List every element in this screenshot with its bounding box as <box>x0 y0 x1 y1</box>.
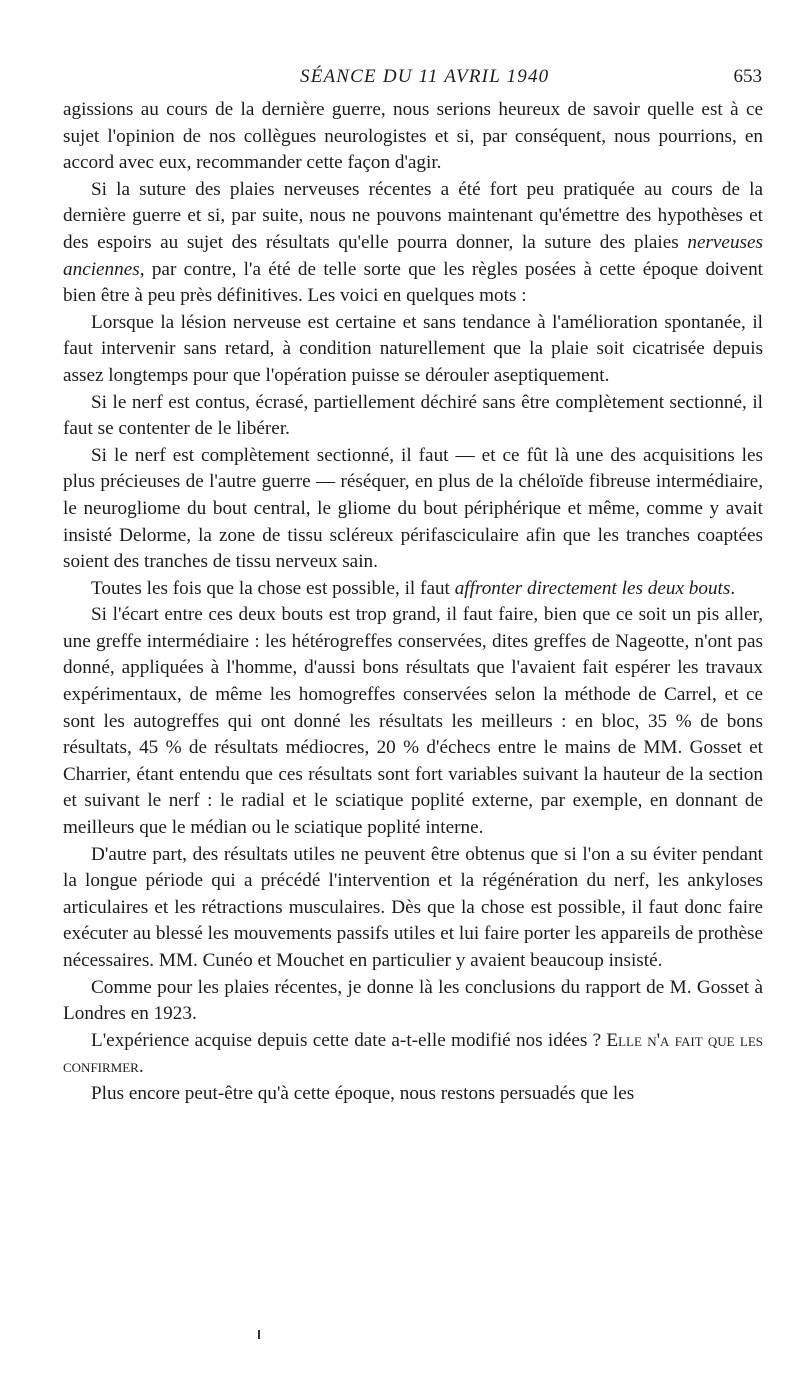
paragraph-4: Si le nerf est contus, écrasé, partiellement déchiré sans être complètement sectionné, il faut se contenter de le libérer. <box>63 391 763 440</box>
paragraph-10-text-end: . <box>138 1056 144 1078</box>
paragraph-3: Lorsque la lésion nerveuse est certaine et sans tendance à l'amélioration spontanée, il faut intervenir sans retard, à condition naturellement que la plaie soit cicatrisée depuis assez longtemps pour que l'opération puisse se dérouler aseptiquement. <box>63 311 763 386</box>
paragraph-6-text-end: . <box>730 577 736 599</box>
emphasis-affronter: affronter directement les deux bouts <box>454 577 731 599</box>
running-header <box>0 66 800 92</box>
emphasis-nerveuses-anciennes: nerveuses anciennes <box>63 231 763 280</box>
paragraph-10 <box>63 1028 763 1081</box>
running-title: SÉANCE DU 11 AVRIL 1940 <box>300 66 550 87</box>
paragraph-5: Si le nerf est complètement sectionné, il faut — et ce fût là une des acquisitions les plus précieuses de l'autre guerre — réséquer, en plus de la chéloïde fibreuse intermédiaire, le neurogliome du bout central, le gliome du bout périphérique et même, comme y avait insisté Delorme, la zone de tissu scléreux périfasciculaire afin que les tranches coaptées soient des tranches de tissu nerveux sain. <box>63 444 763 573</box>
paragraph-11: Plus encore peut-être qu'à cette époque, nous restons persuadés que les <box>91 1082 635 1104</box>
paragraph-6 <box>63 576 763 603</box>
paragraph-6-text: Toutes les fois que la chose est possible, il faut <box>91 577 455 599</box>
paragraph-2-text: Si la suture des plaies nerveuses récentes a été fort peu pratiquée au cours de la dernière guerre et si, par suite, nous ne pouvons maintenant qu'émettre des hypothèses et des espoirs au sujet des résultats qu'elle pourra donner, la suture des plaies <box>63 178 763 253</box>
page-number: 653 <box>733 66 762 87</box>
paragraph-10-text: L'expérience acquise depuis cette date a-t-elle modifié nos idées ? <box>91 1029 607 1051</box>
paragraph-9: Comme pour les plaies récentes, je donne là les conclusions du rapport de M. Gosset à Londres en 1923. <box>63 976 763 1025</box>
paragraph-7: Si l'écart entre ces deux bouts est trop grand, il faut faire, bien que ce soit un pis aller, une greffe intermédiaire : les hétérogreffes conservées, dites greffes de Nageotte, n'ont pas donné, appliquées à l'homme, d'aussi bons résultats que l'avaient fait espérer les travaux expérimentaux, de même les homogreffes conservées selon la méthode de Carrel, et ce sont les autogreffes qui ont donné les résultats les meilleurs : en bloc, 35 % de bons résultats, 45 % de résultats médiocres, 20 % d'échecs entre le mains de MM. Gosset et Charrier, étant entendu que ces résultats sont fort variables suivant la hauteur de la section et suivant le nerf : le radial et le sciatique poplité externe, par exemple, en donnant de meilleurs que le médian ou le sciatique poplité interne. <box>63 604 763 839</box>
paragraph-2-text-end: , par contre, l'a été de telle sorte que les règles posées à cette époque doivent bien être à peu près définitives. Les voici en quelques mots : <box>63 258 763 307</box>
body-text <box>63 97 763 1108</box>
smallcaps-elle-na-fait: Elle n'a fait que les confirmer <box>63 1029 764 1078</box>
paragraph-1: agissions au cours de la dernière guerre, nous serions heureux de savoir quelle est à ce sujet l'opinion de nos collègues neurologistes et si, par conséquent, nous pourrions, en accord avec eux, recommander cette façon d'agir. <box>63 99 763 174</box>
paragraph-2 <box>63 177 763 310</box>
scan-speck <box>258 1330 260 1339</box>
paragraph-8: D'autre part, des résultats utiles ne peuvent être obtenus que si l'on a su éviter pendant la longue période qui a précédé l'intervention et la régénération du nerf, les ankyloses articulaires et les rétractions musculaires. Dès que la chose est possible, il faut donc faire exécuter au blessé les mouvements passifs utiles et lui faire porter les appareils de prothèse nécessaires. MM. Cunéo et Mouchet en particulier y avaient beaucoup insisté. <box>63 843 763 971</box>
